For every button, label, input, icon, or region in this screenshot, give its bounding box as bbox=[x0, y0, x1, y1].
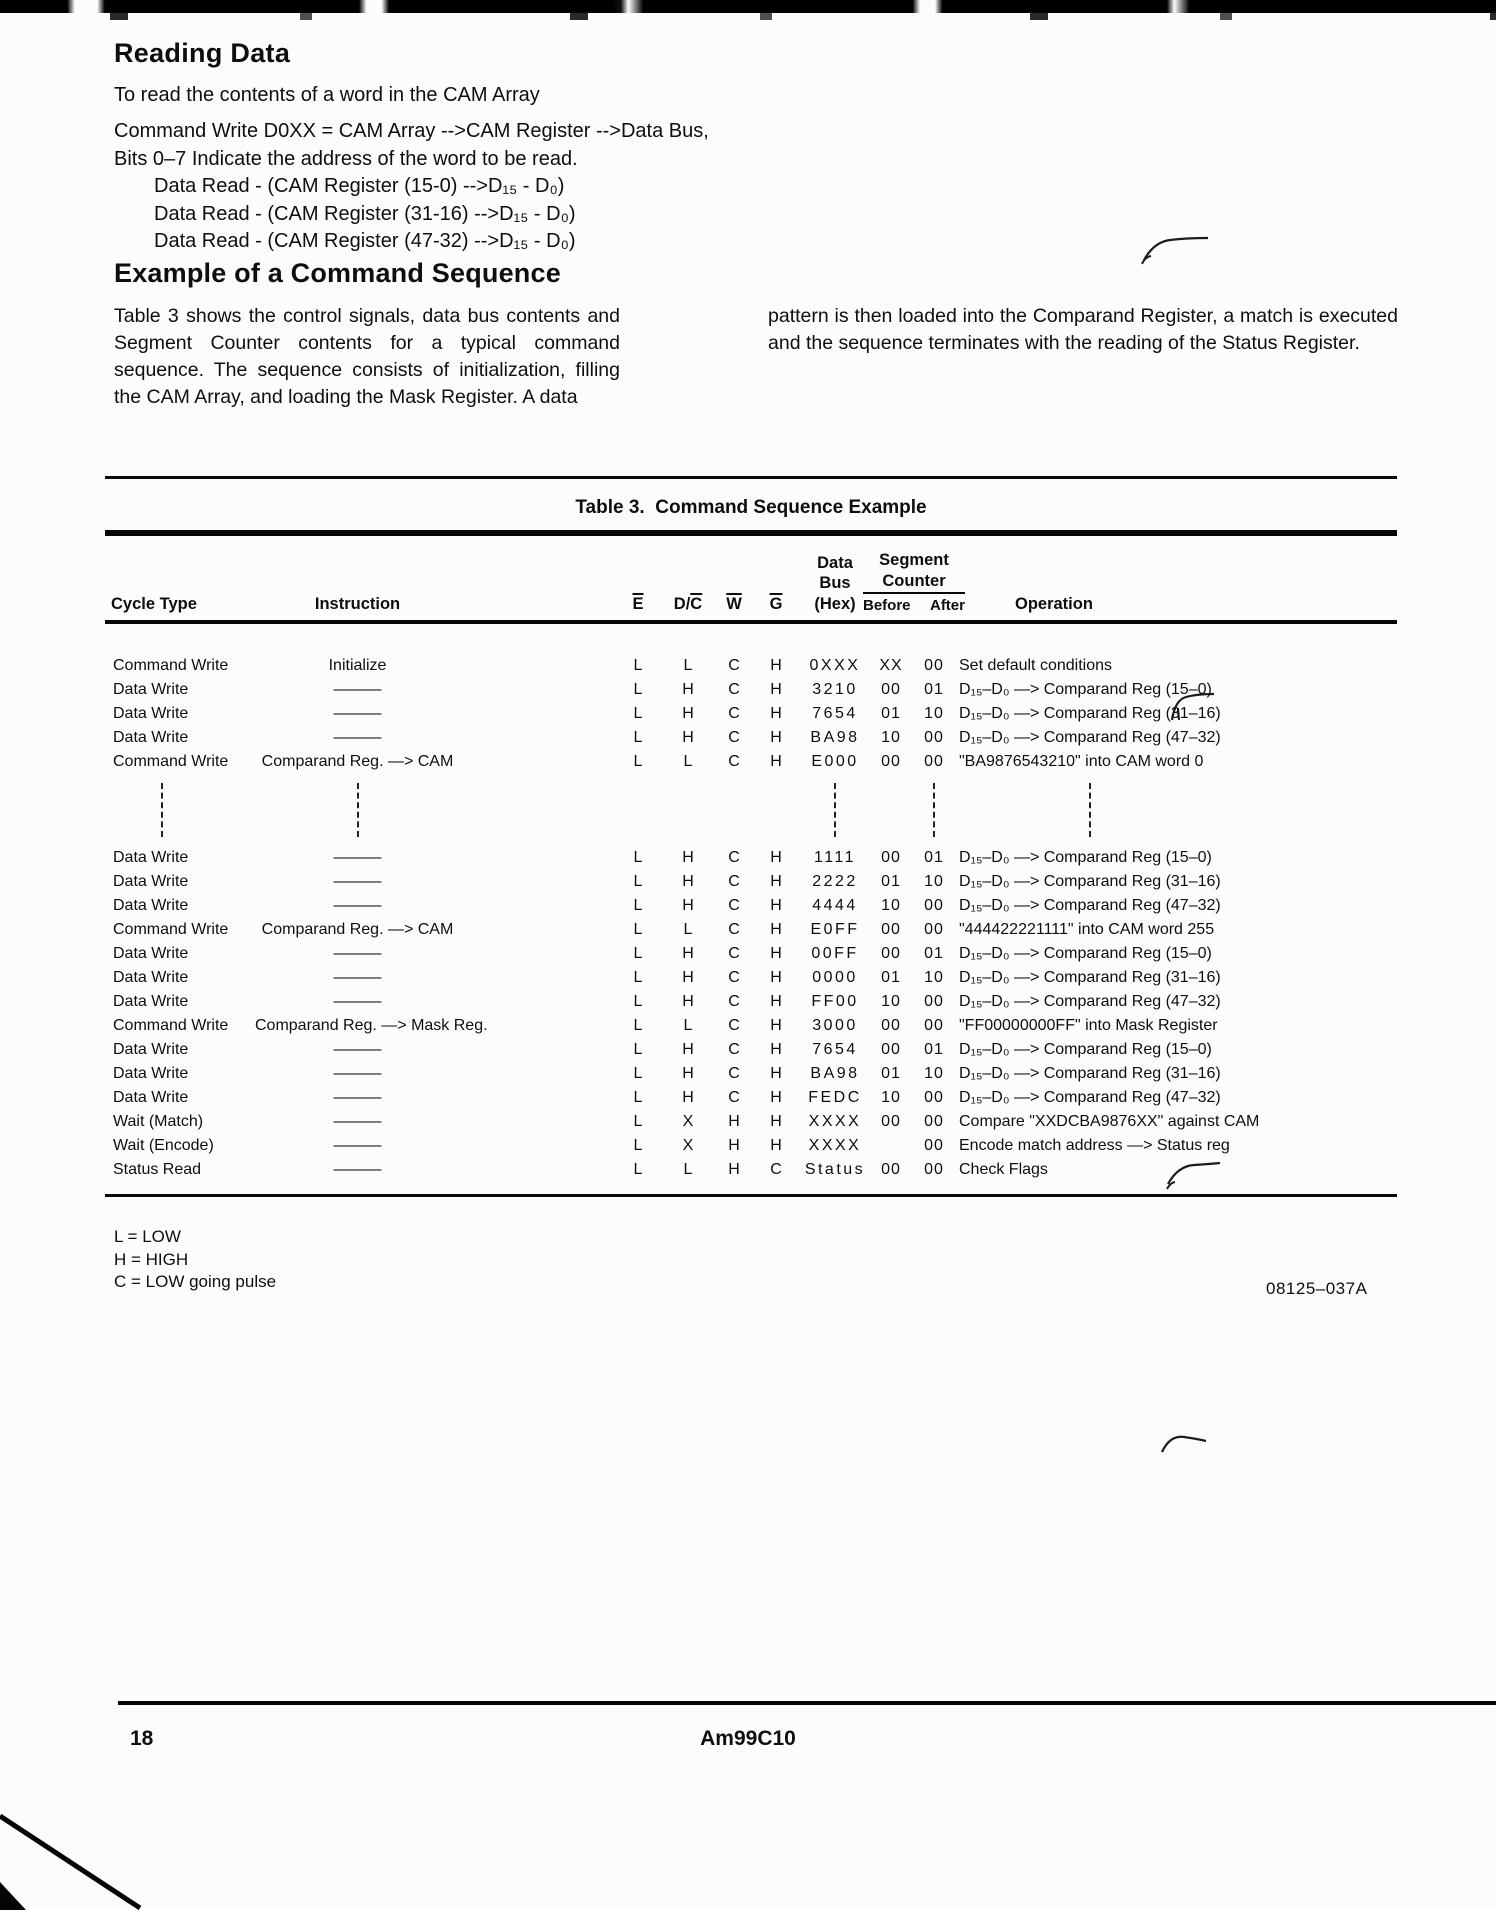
cell-dc: H bbox=[682, 849, 694, 866]
cell-before: 00 bbox=[881, 1161, 901, 1178]
cell-cycle-type: Wait (Encode) bbox=[113, 1137, 214, 1154]
cell-e: L bbox=[633, 1065, 643, 1082]
two-column-paragraph bbox=[114, 303, 1396, 423]
cell-instruction: ——— bbox=[333, 873, 382, 890]
cell-e: L bbox=[633, 1017, 643, 1034]
cell-instruction: ——— bbox=[333, 993, 382, 1010]
command-write-line: Command Write D0XX = CAM Array -->CAM Register -->Data Bus, bbox=[114, 120, 709, 142]
cell-cycle-type: Command Write bbox=[113, 657, 229, 674]
table-ellipsis-row bbox=[105, 774, 1397, 846]
cell-cycle-type: Data Write bbox=[113, 969, 189, 986]
data-bus-line-2: Bus bbox=[819, 574, 851, 592]
cell-after: 00 bbox=[924, 897, 944, 914]
cell-g: H bbox=[770, 1041, 782, 1058]
cell-e: L bbox=[633, 1161, 643, 1178]
table-title: Table 3. Command Sequence Example bbox=[575, 497, 927, 518]
cell-data-bus: FEDC bbox=[808, 1089, 862, 1106]
cell-before: 01 bbox=[881, 1065, 901, 1082]
ellipsis-cell bbox=[911, 783, 957, 837]
cell-cycle-type: Data Write bbox=[113, 705, 189, 722]
cell-data-bus: 4444 bbox=[812, 897, 858, 914]
data-read-line-1: Data Read - (CAM Register (15-0) -->D₁₅ - D₀) bbox=[154, 175, 565, 197]
cell-g: H bbox=[770, 657, 782, 674]
table-row bbox=[105, 846, 1397, 870]
cell-before: 01 bbox=[881, 969, 901, 986]
section-heading-example: Example of a Command Sequence bbox=[114, 258, 561, 288]
pen-mark-4 bbox=[1158, 1428, 1210, 1460]
cell-after: 00 bbox=[924, 1113, 944, 1130]
cell-data-bus: E000 bbox=[811, 753, 859, 770]
cell-cycle-type: Data Write bbox=[113, 993, 189, 1010]
cell-operation: Set default conditions bbox=[959, 657, 1112, 674]
cell-data-bus: Status bbox=[804, 1161, 866, 1178]
table-row bbox=[105, 1134, 1397, 1158]
cell-instruction: Initialize bbox=[328, 657, 387, 674]
cell-instruction: ——— bbox=[333, 897, 382, 914]
cell-before: 01 bbox=[881, 705, 901, 722]
cell-cycle-type: Command Write bbox=[113, 1017, 229, 1034]
cell-g: H bbox=[770, 897, 782, 914]
cell-instruction: ——— bbox=[333, 1113, 382, 1130]
cell-g: H bbox=[770, 705, 782, 722]
cell-cycle-type: Command Write bbox=[113, 921, 229, 938]
cell-w: C bbox=[728, 897, 740, 914]
cell-operation: D₁₅–D₀ —> Comparand Reg (47–32) bbox=[959, 897, 1221, 914]
cell-dc: L bbox=[683, 1017, 693, 1034]
cell-operation: D₁₅–D₀ —> Comparand Reg (15–0) bbox=[959, 1041, 1212, 1058]
cell-before: 10 bbox=[881, 1089, 901, 1106]
cell-instruction: ——— bbox=[333, 681, 382, 698]
cell-e: L bbox=[633, 657, 643, 674]
cell-w: C bbox=[728, 1065, 740, 1082]
table-row bbox=[105, 678, 1397, 702]
header-after: After bbox=[929, 597, 965, 614]
cell-e: L bbox=[633, 897, 643, 914]
footer-rule bbox=[118, 1701, 1496, 1705]
cell-e: L bbox=[633, 729, 643, 746]
cell-g: H bbox=[770, 1065, 782, 1082]
cell-cycle-type: Data Write bbox=[113, 1041, 189, 1058]
cell-dc: H bbox=[682, 705, 694, 722]
cell-e: L bbox=[633, 945, 643, 962]
table-row bbox=[105, 1038, 1397, 1062]
ellipsis-cell bbox=[957, 783, 1397, 837]
cell-operation: "FF00000000FF" into Mask Register bbox=[959, 1017, 1218, 1034]
cell-instruction: Comparand Reg. —> CAM bbox=[261, 753, 454, 770]
cell-w: C bbox=[728, 657, 740, 674]
cell-before: 00 bbox=[881, 1113, 901, 1130]
g-bar-label: $\overline{G}$ bbox=[769, 595, 783, 613]
dc-prefix-label: D/ bbox=[673, 595, 691, 613]
cell-dc: H bbox=[682, 873, 694, 890]
header-g-bar bbox=[753, 595, 799, 614]
header-instruction: Instruction bbox=[314, 595, 401, 613]
cell-operation: D₁₅–D₀ —> Comparand Reg (31–16) bbox=[959, 1065, 1221, 1082]
command-sequence-table bbox=[105, 530, 1397, 1197]
cell-cycle-type: Data Write bbox=[113, 729, 189, 746]
cell-after: 00 bbox=[924, 1089, 944, 1106]
cell-operation: D₁₅–D₀ —> Comparand Reg (31–16) bbox=[959, 873, 1221, 890]
header-cycle-type: Cycle Type bbox=[111, 595, 197, 613]
cell-instruction: Comparand Reg. —> Mask Reg. bbox=[255, 1017, 488, 1034]
rows-omitted-mark bbox=[1089, 783, 1091, 837]
cell-g: H bbox=[770, 921, 782, 938]
header-dc-bar bbox=[661, 595, 715, 614]
cell-e: L bbox=[633, 1113, 643, 1130]
data-read-line-2: Data Read - (CAM Register (31-16) -->D₁₅ - D₀) bbox=[154, 202, 576, 225]
cell-data-bus: 0XXX bbox=[809, 657, 861, 674]
e-bar-label: $\overline{E}$ bbox=[632, 595, 644, 613]
cell-dc: H bbox=[682, 945, 694, 962]
header-before: Before bbox=[863, 597, 911, 614]
cell-data-bus: XXXX bbox=[808, 1113, 862, 1130]
cell-after: 00 bbox=[924, 1017, 944, 1034]
cell-operation: D₁₅–D₀ —> Comparand Reg (15–0) bbox=[959, 849, 1212, 866]
cell-before: 10 bbox=[881, 897, 901, 914]
cell-e: L bbox=[633, 849, 643, 866]
cell-cycle-type: Command Write bbox=[113, 753, 229, 770]
cell-cycle-type: Data Write bbox=[113, 897, 189, 914]
cell-w: C bbox=[728, 753, 740, 770]
cell-e: L bbox=[633, 969, 643, 986]
horizontal-rule-above-table bbox=[105, 476, 1397, 479]
cell-g: H bbox=[770, 1089, 782, 1106]
cell-instruction: Comparand Reg. —> CAM bbox=[261, 921, 454, 938]
cell-g: H bbox=[770, 1017, 782, 1034]
cell-operation: Compare "XXDCBA9876XX" against CAM bbox=[959, 1113, 1260, 1130]
table-row bbox=[105, 990, 1397, 1014]
cell-w: C bbox=[728, 849, 740, 866]
cell-cycle-type: Data Write bbox=[113, 849, 189, 866]
cell-g: H bbox=[770, 993, 782, 1010]
w-bar-label: $\overline{W}$ bbox=[726, 595, 742, 613]
cell-after: 00 bbox=[924, 993, 944, 1010]
c-bar-label: $\overline{C}$ bbox=[690, 595, 703, 613]
cell-operation: D₁₅–D₀ —> Comparand Reg (47–32) bbox=[959, 1089, 1221, 1106]
cell-before: 00 bbox=[881, 753, 901, 770]
cell-cycle-type: Wait (Match) bbox=[113, 1113, 204, 1130]
cell-before: 00 bbox=[881, 921, 901, 938]
rows-omitted-mark bbox=[933, 783, 935, 837]
table-row bbox=[105, 942, 1397, 966]
legend-low: L = LOW bbox=[114, 1227, 181, 1246]
cell-dc: H bbox=[682, 1089, 694, 1106]
cell-data-bus: BA98 bbox=[810, 1065, 860, 1082]
cell-data-bus: 3210 bbox=[812, 681, 858, 698]
signal-legend bbox=[114, 1226, 276, 1294]
table-row bbox=[105, 750, 1397, 774]
cell-operation: D₁₅–D₀ —> Comparand Reg (31–16) bbox=[959, 705, 1221, 722]
table-row bbox=[105, 894, 1397, 918]
paragraph-right-column: pattern is then loaded into the Comparand Register, a match is executed and the sequence terminates with the reading of the Status Register. bbox=[768, 305, 1398, 354]
cell-before: 00 bbox=[881, 1041, 901, 1058]
cell-after: 00 bbox=[924, 729, 944, 746]
table-row bbox=[105, 1014, 1397, 1038]
ellipsis-cell bbox=[255, 783, 460, 837]
cell-after: 10 bbox=[924, 705, 944, 722]
section-heading-reading-data: Reading Data bbox=[114, 38, 291, 68]
cell-g: H bbox=[770, 681, 782, 698]
cell-operation: D₁₅–D₀ —> Comparand Reg (47–32) bbox=[959, 729, 1221, 746]
cell-before: 00 bbox=[881, 1017, 901, 1034]
cell-g: H bbox=[770, 753, 782, 770]
counter-label: Counter bbox=[863, 571, 965, 595]
cell-dc: L bbox=[683, 921, 693, 938]
table-row bbox=[105, 918, 1397, 942]
cell-before: 10 bbox=[881, 729, 901, 746]
cell-dc: L bbox=[683, 753, 693, 770]
cell-after: 00 bbox=[924, 1137, 944, 1154]
cell-g: H bbox=[770, 945, 782, 962]
cell-operation: D₁₅–D₀ —> Comparand Reg (31–16) bbox=[959, 969, 1221, 986]
bits-line: Bits 0–7 Indicate the address of the word to be read. bbox=[114, 147, 578, 170]
header-e-bar bbox=[615, 595, 661, 614]
ellipsis-cell bbox=[799, 783, 871, 837]
cell-dc: H bbox=[682, 897, 694, 914]
table-body bbox=[105, 624, 1397, 1194]
cell-data-bus: FF00 bbox=[811, 993, 859, 1010]
cell-instruction: ——— bbox=[333, 705, 382, 722]
legend-high: H = HIGH bbox=[114, 1249, 189, 1269]
cell-dc: L bbox=[683, 657, 693, 674]
footer-part-title: Am99C10 bbox=[700, 1727, 796, 1750]
cell-instruction: ——— bbox=[333, 1089, 382, 1106]
cell-cycle-type: Data Write bbox=[113, 873, 189, 890]
cell-g: H bbox=[770, 849, 782, 866]
cell-cycle-type: Status Read bbox=[113, 1161, 202, 1178]
cell-after: 10 bbox=[924, 969, 944, 986]
rows-omitted-mark bbox=[357, 783, 359, 837]
cell-e: L bbox=[633, 1089, 643, 1106]
cell-dc: H bbox=[682, 681, 694, 698]
cell-data-bus: 3000 bbox=[812, 1017, 858, 1034]
cell-g: H bbox=[770, 729, 782, 746]
cell-w: C bbox=[728, 1041, 740, 1058]
cell-instruction: ——— bbox=[333, 1041, 382, 1058]
header-segment-counter bbox=[863, 550, 965, 614]
document-reference-number: 08125–037A bbox=[1266, 1279, 1368, 1298]
cell-operation: D₁₅–D₀ —> Comparand Reg (47–32) bbox=[959, 993, 1221, 1010]
table-row bbox=[105, 1158, 1397, 1182]
cell-w: C bbox=[728, 729, 740, 746]
cell-operation: Encode match address —> Status reg bbox=[959, 1137, 1230, 1154]
cell-after: 00 bbox=[924, 921, 944, 938]
cell-operation: "BA9876543210" into CAM word 0 bbox=[959, 753, 1204, 770]
cell-g: H bbox=[770, 969, 782, 986]
rows-omitted-mark bbox=[161, 783, 163, 837]
data-bus-line-1: Data bbox=[817, 553, 853, 572]
header-data-bus bbox=[799, 553, 871, 615]
table-row bbox=[105, 966, 1397, 990]
cell-operation: D₁₅–D₀ —> Comparand Reg (15–0) bbox=[959, 945, 1212, 962]
cell-before: XX bbox=[879, 657, 903, 674]
pen-mark-1 bbox=[1140, 232, 1212, 268]
data-bus-line-3: (Hex) bbox=[814, 594, 856, 613]
cell-instruction: ——— bbox=[333, 849, 382, 866]
cell-g: H bbox=[770, 1137, 782, 1154]
cell-dc: H bbox=[682, 993, 694, 1010]
table-row bbox=[105, 702, 1397, 726]
cell-dc: H bbox=[682, 1065, 694, 1082]
cell-before: 00 bbox=[881, 849, 901, 866]
cell-cycle-type: Data Write bbox=[113, 681, 189, 698]
cell-data-bus: 1111 bbox=[813, 849, 857, 866]
reading-data-command-block bbox=[114, 118, 709, 256]
cell-dc: H bbox=[682, 1041, 694, 1058]
cell-cycle-type: Data Write bbox=[113, 1065, 189, 1082]
cell-data-bus: BA98 bbox=[810, 729, 860, 746]
header-operation: Operation bbox=[1015, 595, 1093, 613]
cell-e: L bbox=[633, 993, 643, 1010]
reading-data-intro: To read the contents of a word in the CAM Array bbox=[114, 84, 540, 106]
data-read-line-3: Data Read - (CAM Register (47-32) -->D₁₅ - D₀) bbox=[154, 230, 576, 252]
cell-w: C bbox=[728, 705, 740, 722]
cell-data-bus: XXXX bbox=[808, 1137, 862, 1154]
cell-data-bus: 2222 bbox=[812, 873, 858, 890]
table-row bbox=[105, 1110, 1397, 1134]
cell-before: 00 bbox=[881, 681, 901, 698]
cell-w: C bbox=[728, 945, 740, 962]
paragraph-left-column: Table 3 shows the control signals, data bus contents and Segment Counter contents for a typical command sequence. The sequence consists of initialization, filling the CAM Array, and loading the Mask Register. A data bbox=[114, 305, 620, 408]
header-w-bar bbox=[715, 595, 753, 614]
table-row bbox=[105, 654, 1397, 678]
cell-g: C bbox=[770, 1161, 782, 1178]
cell-instruction: ——— bbox=[333, 1065, 382, 1082]
cell-dc: X bbox=[682, 1113, 694, 1130]
cell-w: C bbox=[728, 1089, 740, 1106]
table-row bbox=[105, 1086, 1397, 1110]
table-row bbox=[105, 726, 1397, 750]
cell-before: 10 bbox=[881, 993, 901, 1010]
cell-after: 00 bbox=[924, 1161, 944, 1178]
scan-noise-top bbox=[0, 0, 1496, 13]
cell-e: L bbox=[633, 873, 643, 890]
cell-instruction: ——— bbox=[333, 1137, 382, 1154]
cell-dc: L bbox=[683, 1161, 693, 1178]
cell-after: 00 bbox=[924, 657, 944, 674]
cell-g: H bbox=[770, 1113, 782, 1130]
table-header-row bbox=[105, 536, 1397, 624]
cell-w: C bbox=[728, 993, 740, 1010]
cell-e: L bbox=[633, 681, 643, 698]
cell-before: 00 bbox=[881, 945, 901, 962]
table-row bbox=[105, 870, 1397, 894]
cell-e: L bbox=[633, 1041, 643, 1058]
cell-w: H bbox=[728, 1113, 740, 1130]
cell-g: H bbox=[770, 873, 782, 890]
rows-omitted-mark bbox=[834, 783, 836, 837]
cell-operation: Check Flags bbox=[959, 1161, 1048, 1178]
cell-data-bus: 7654 bbox=[812, 1041, 858, 1058]
cell-e: L bbox=[633, 705, 643, 722]
cell-dc: H bbox=[682, 969, 694, 986]
cell-before: 01 bbox=[881, 873, 901, 890]
cell-instruction: ——— bbox=[333, 729, 382, 746]
cell-e: L bbox=[633, 921, 643, 938]
cell-after: 01 bbox=[924, 945, 944, 962]
cell-w: C bbox=[728, 873, 740, 890]
cell-e: L bbox=[633, 1137, 643, 1154]
cell-after: 10 bbox=[924, 1065, 944, 1082]
cell-operation: D₁₅–D₀ —> Comparand Reg (15–0) bbox=[959, 681, 1212, 698]
cell-e: L bbox=[633, 753, 643, 770]
cell-w: C bbox=[728, 969, 740, 986]
legend-pulse: C = LOW going pulse bbox=[114, 1272, 277, 1291]
scan-noise-top-2 bbox=[0, 13, 1496, 20]
cell-cycle-type: Data Write bbox=[113, 945, 189, 962]
cell-instruction: ——— bbox=[333, 969, 382, 986]
cell-dc: X bbox=[682, 1137, 694, 1154]
cell-after: 10 bbox=[924, 873, 944, 890]
cell-after: 01 bbox=[924, 849, 944, 866]
scan-corner-line bbox=[0, 1786, 150, 1910]
cell-w: H bbox=[728, 1137, 740, 1154]
cell-data-bus: 7654 bbox=[812, 705, 858, 722]
table-row bbox=[105, 1062, 1397, 1086]
cell-data-bus: E0FF bbox=[810, 921, 860, 938]
cell-w: C bbox=[728, 681, 740, 698]
ellipsis-cell bbox=[105, 783, 255, 837]
cell-w: C bbox=[728, 1017, 740, 1034]
cell-data-bus: 0000 bbox=[812, 969, 858, 986]
cell-instruction: ——— bbox=[333, 1161, 382, 1178]
cell-w: C bbox=[728, 921, 740, 938]
cell-dc: H bbox=[682, 729, 694, 746]
cell-after: 01 bbox=[924, 1041, 944, 1058]
cell-cycle-type: Data Write bbox=[113, 1089, 189, 1106]
cell-data-bus: 00FF bbox=[811, 945, 859, 962]
cell-after: 00 bbox=[924, 753, 944, 770]
cell-w: H bbox=[728, 1161, 740, 1178]
page-number: 18 bbox=[130, 1727, 154, 1750]
segment-label: Segment bbox=[879, 551, 949, 569]
cell-after: 01 bbox=[924, 681, 944, 698]
cell-instruction: ——— bbox=[333, 945, 382, 962]
cell-operation: "444422221111" into CAM word 255 bbox=[959, 921, 1215, 938]
